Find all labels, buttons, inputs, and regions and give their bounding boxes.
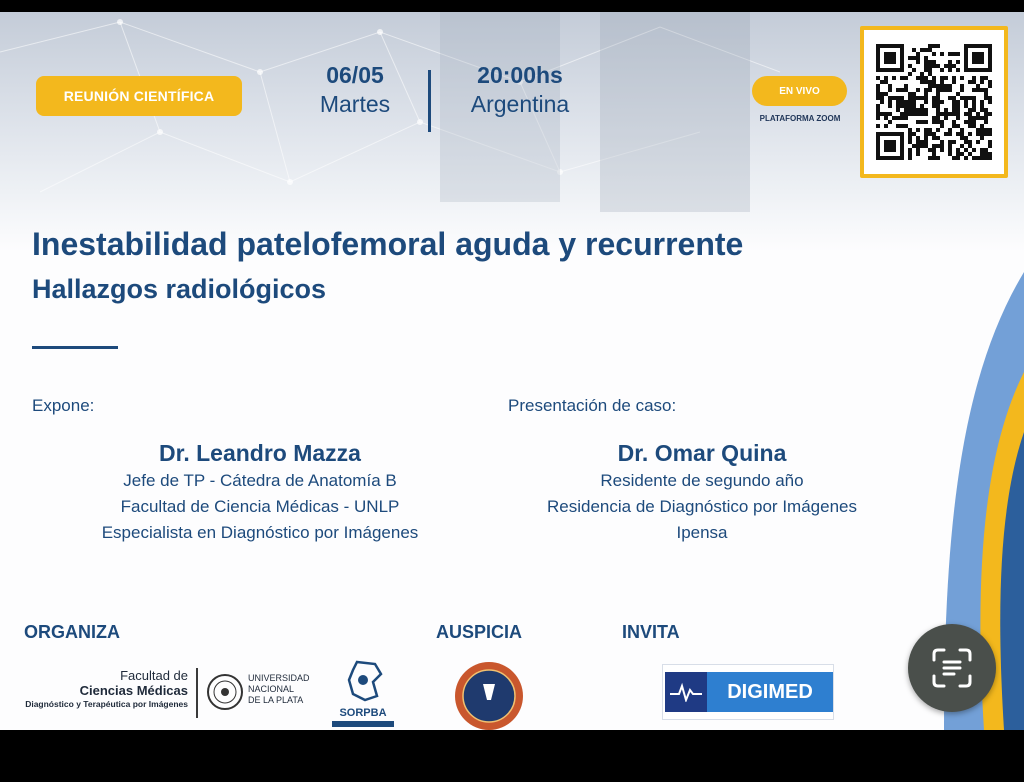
unlp-line-2: NACIONAL bbox=[248, 684, 295, 694]
scan-text-icon bbox=[930, 646, 974, 690]
talk-subtitle: Hallazgos radiológicos bbox=[32, 274, 327, 304]
presenter-block bbox=[60, 438, 460, 546]
event-date: 06/05 bbox=[326, 62, 384, 88]
case-role-1: Residente de segundo año bbox=[600, 471, 804, 490]
event-time: 20:00hs bbox=[477, 62, 563, 88]
time-group bbox=[460, 62, 580, 119]
fcm-logo bbox=[20, 668, 188, 710]
unlp-seal-icon bbox=[206, 672, 244, 712]
case-presenter-name: Dr. Omar Quina bbox=[617, 440, 787, 466]
event-type-badge: REUNIÓN CIENTÍFICA bbox=[36, 76, 242, 116]
digimed-logo bbox=[662, 664, 834, 720]
qr-code[interactable] bbox=[860, 26, 1008, 178]
live-badge: EN VIVO bbox=[752, 76, 847, 106]
sorpba-name: SORPBA bbox=[339, 707, 387, 719]
case-label: Presentación de caso: bbox=[508, 396, 677, 415]
date-group bbox=[300, 62, 410, 119]
date-time-block bbox=[290, 62, 590, 132]
title-underline bbox=[32, 346, 118, 349]
fcm-line-2: Ciencias Médicas bbox=[79, 683, 188, 698]
auspicia-heading: AUSPICIA bbox=[436, 622, 523, 642]
organiza-heading: ORGANIZA bbox=[24, 622, 120, 642]
invita-heading: INVITA bbox=[622, 622, 680, 642]
event-weekday: Martes bbox=[319, 91, 391, 117]
case-block bbox=[502, 438, 902, 546]
case-role-3: Ipensa bbox=[676, 523, 728, 542]
presenter-role-2: Facultad de Ciencia Médicas - UNLP bbox=[120, 497, 400, 516]
sorpba-logo bbox=[332, 660, 394, 727]
logo-divider bbox=[196, 668, 198, 718]
digimed-name: DIGIMED bbox=[707, 672, 833, 712]
platform-label: PLATAFORMA ZOOM bbox=[759, 114, 841, 123]
presenter-role-3: Especialista en Diagnóstico por Imágenes bbox=[101, 523, 419, 542]
sorpba-bar bbox=[332, 721, 394, 727]
case-role-2: Residencia de Diagnóstico por Imágenes bbox=[547, 497, 857, 516]
sorpba-map-icon bbox=[343, 660, 383, 702]
presenter-role-1: Jefe de TP - Cátedra de Anatomía B bbox=[123, 471, 397, 490]
sponsor-seal-icon bbox=[453, 660, 525, 730]
talk-title: Inestabilidad patelofemoral aguda y recurrente bbox=[32, 226, 744, 262]
event-flyer bbox=[0, 12, 1024, 730]
presenter-name: Dr. Leandro Mazza bbox=[159, 440, 361, 466]
heartbeat-icon bbox=[665, 672, 707, 712]
fcm-line-1: Facultad de bbox=[120, 668, 188, 683]
event-timezone: Argentina bbox=[470, 91, 570, 117]
qr-code-icon bbox=[876, 42, 992, 162]
unlp-logo-text bbox=[248, 673, 310, 706]
scan-text-button[interactable] bbox=[908, 624, 996, 712]
unlp-line-3: DE LA PLATA bbox=[248, 695, 304, 705]
presenter-label: Expone: bbox=[32, 396, 95, 415]
fcm-line-3: Diagnóstico y Terapéutica por Imágenes bbox=[25, 699, 188, 709]
unlp-line-1: UNIVERSIDAD bbox=[248, 673, 310, 683]
date-separator bbox=[428, 70, 431, 132]
